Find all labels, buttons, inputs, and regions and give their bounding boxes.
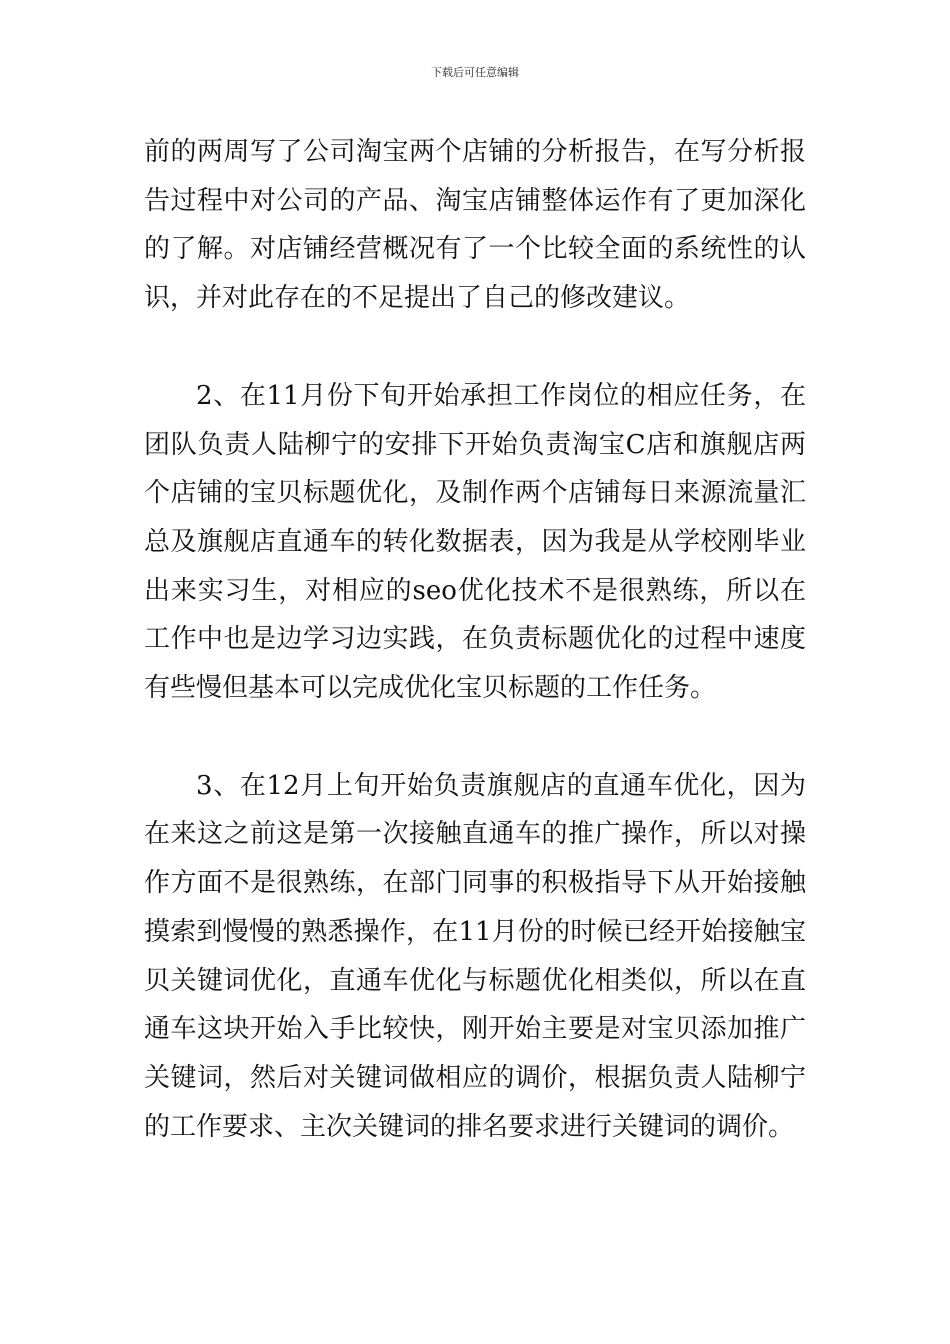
paragraph-item-2: 2、在11月份下旬开始承担工作岗位的相应任务，在团队负责人陆柳宁的安排下开始负责淘宝C店和旗舰店两个店铺的宝贝标题优化，及制作两个店铺每日来源流量汇总及旗舰店直通车的转化数据表，因为我是从学校刚毕业出来实习生，对相应的seo优化技术不是很熟练，所以在工作中也是边学习边实践，在负责标题优化的过程中速度有些慢但基本可以完成优化宝贝标题的工作任务。 bbox=[144, 380, 806, 704]
page-header: 下载后可任意编辑 bbox=[431, 66, 519, 79]
paragraph-continuation: 前的两周写了公司淘宝两个店铺的分析报告，在写分析报告过程中对公司的产品、淘宝店铺整体运作有了更加深化的了解。对店铺经营概况有了一个比较全面的系统性的认识，并对此存在的不足提出了自己的修改建议。 bbox=[144, 137, 806, 314]
paragraph-spacer bbox=[144, 323, 806, 372]
paragraph-item-3: 3、在12月上旬开始负责旗舰店的直通车优化，因为在来这之前这是第一次接触直通车的推广操作，所以对操作方面不是很熟练，在部门同事的积极指导下从开始接触摸索到慢慢的熟悉操作，在11月份的时候已经开始接触宝贝关键词优化，直通车优化与标题优化相类似，所以在直通车这块开始入手比较快，刚开始主要是对宝贝添加推广关键词，然后对关键词做相应的调价，根据负责人陆柳宁的工作要求、主次关键词的排名要求进行关键词的调价。 bbox=[144, 770, 806, 1142]
document-body bbox=[144, 128, 806, 1151]
paragraph-spacer bbox=[144, 713, 806, 762]
